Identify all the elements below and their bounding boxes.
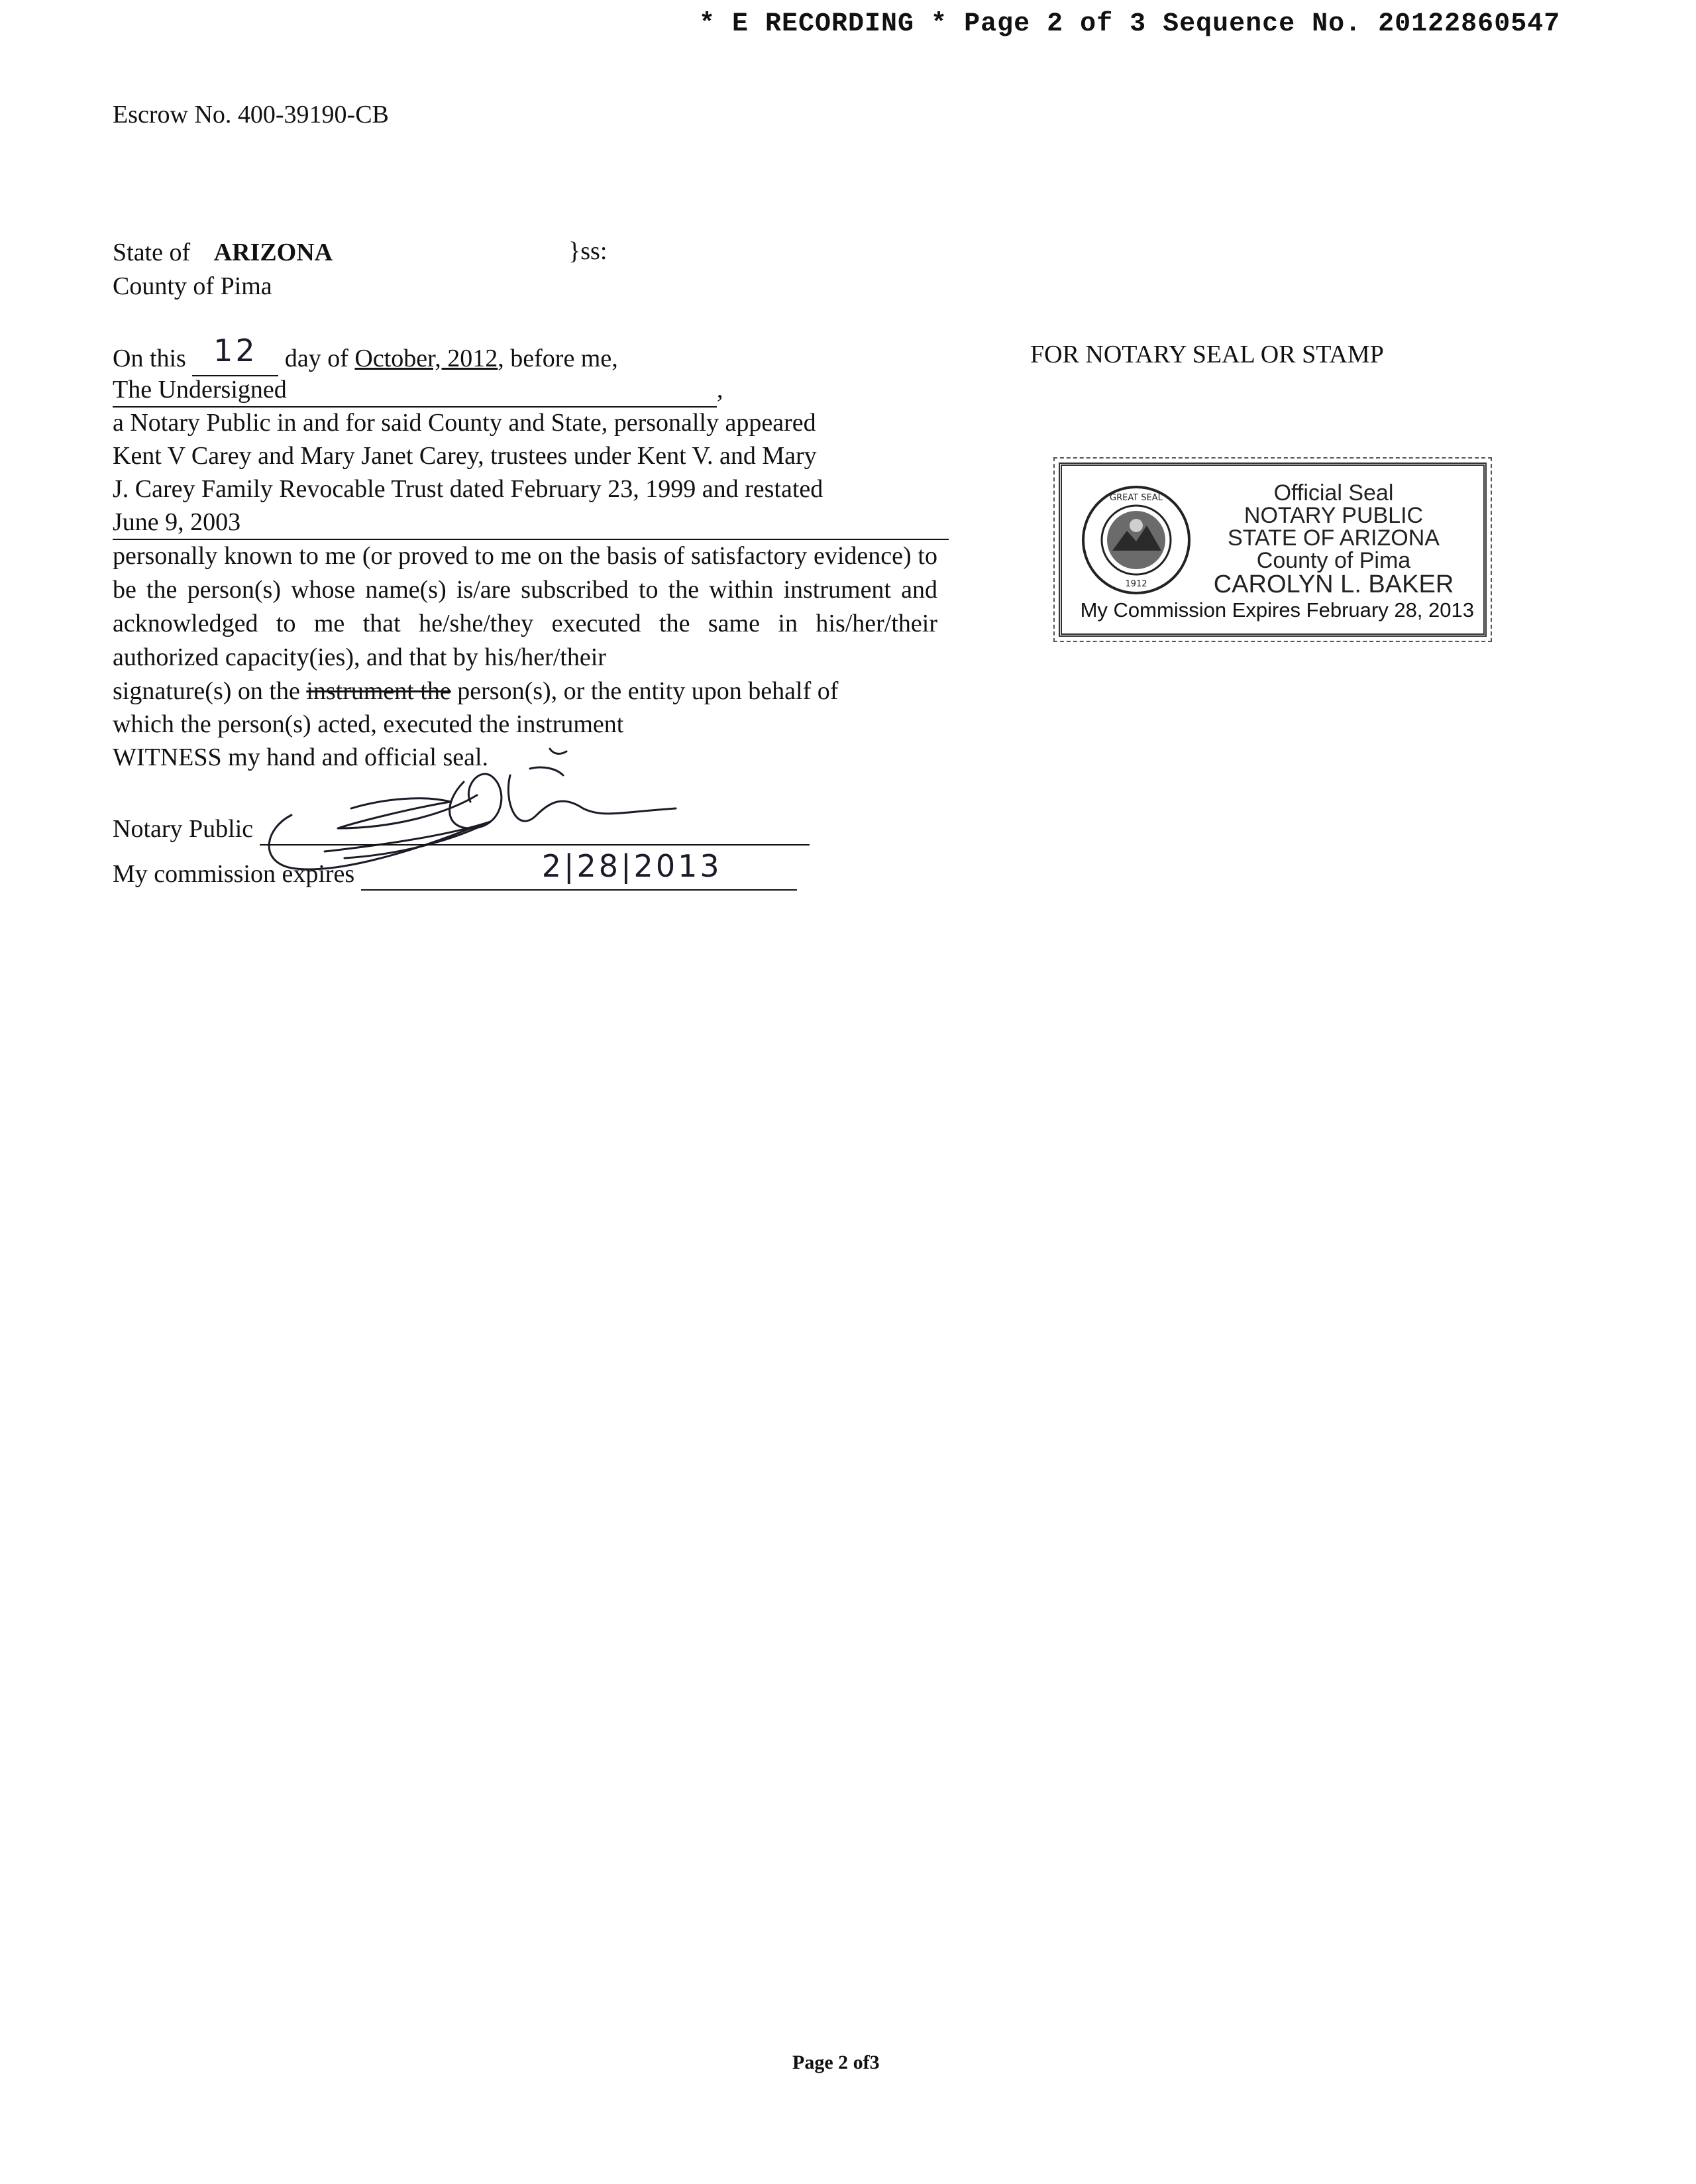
notary-public-line [113,812,810,846]
stamp-notary-name: CAROLYN L. BAKER [1213,571,1454,598]
state-value: ARIZONA [213,239,333,266]
signature-clause-line [113,675,838,708]
witness-line: WITNESS my hand and official seal. [113,743,489,771]
commission-label: My commission expires [113,860,355,888]
ss-marker: }ss: [568,237,608,265]
svg-text:1912: 1912 [1125,579,1147,589]
footer-page-number: 2 [838,2051,849,2073]
state-line [113,236,333,269]
county-label: County of [113,272,215,300]
seal-area-heading: FOR NOTARY SEAL OR STAMP [1030,341,1384,368]
footer-page-prefix: Page [792,2051,839,2073]
day-of-label: day of [284,345,348,372]
notary-name-field [113,373,717,408]
month-year: October, 2012 [354,345,498,372]
acknowledgment-paragraph: personally known to me (or proved to me on the basis of satisfactory evidence) to be the person(s) whose name(s) is/are subscribed to the within instrument and acknowledged to me that he/she/they executed the same in his/her/their authorized capacity(ies), and that by his/her/their [113,542,937,671]
executed-line: which the person(s) acted, executed the instrument [113,710,624,738]
escrow-number: 400-39190-CB [237,101,389,129]
capacity-line: a Notary Public in and for said County and State, personally appeared [113,409,816,437]
notary-stamp [1059,463,1487,637]
stamp-official-seal: Official Seal [1273,480,1394,506]
notary-name-line [113,373,723,408]
day-field [192,333,278,376]
on-this-label: On this [113,345,186,372]
page-footer [792,2051,880,2074]
escrow-number-line [113,98,389,131]
day-handwritten: 12 [213,333,258,368]
state-label: State of [113,239,191,266]
county-value: Pima [220,272,272,300]
footer-page-suffix: of3 [848,2051,880,2073]
persons-line-2: J. Carey Family Revocable Trust dated February 23, 1999 and restated [113,475,823,503]
seal-ring-text: GREAT SEAL [1110,493,1163,503]
stamp-state: STATE OF ARIZONA [1228,525,1440,551]
persons-line-3: June 9, 2003 [113,506,949,540]
notary-public-label: Notary Public [113,815,254,843]
notary-name-comma: , [717,376,723,404]
notary-name: The Undersigned [113,376,287,404]
stamp-text-block [1188,482,1479,597]
persons-line-1: Kent V Carey and Mary Janet Carey, trustees under Kent V. and Mary [113,442,817,470]
escrow-label: Escrow No. [113,101,232,129]
stamp-notary-public: NOTARY PUBLIC [1244,503,1424,528]
state-seal-emblem [1081,484,1192,596]
struck-text: instrument the [306,677,451,705]
recording-header: * E RECORDING * Page 2 of 3 Sequence No. 20122860547 [699,9,1561,39]
commission-line [113,848,797,891]
stamp-county: County of Pima [1256,548,1411,573]
signature-clause-end: person(s), or the entity upon behalf of [450,677,839,705]
before-me-label: , before me, [498,345,618,372]
stamp-commission-expires: My Commission Expires February 28, 2013 [1080,598,1474,622]
signature-clause-start: signature(s) on the [113,677,307,705]
notary-signature-field [260,818,810,846]
commission-date-field [361,848,797,891]
on-this-line [113,333,618,376]
commission-date-handwritten: 2|28|2013 [541,848,722,884]
county-line [113,270,272,303]
